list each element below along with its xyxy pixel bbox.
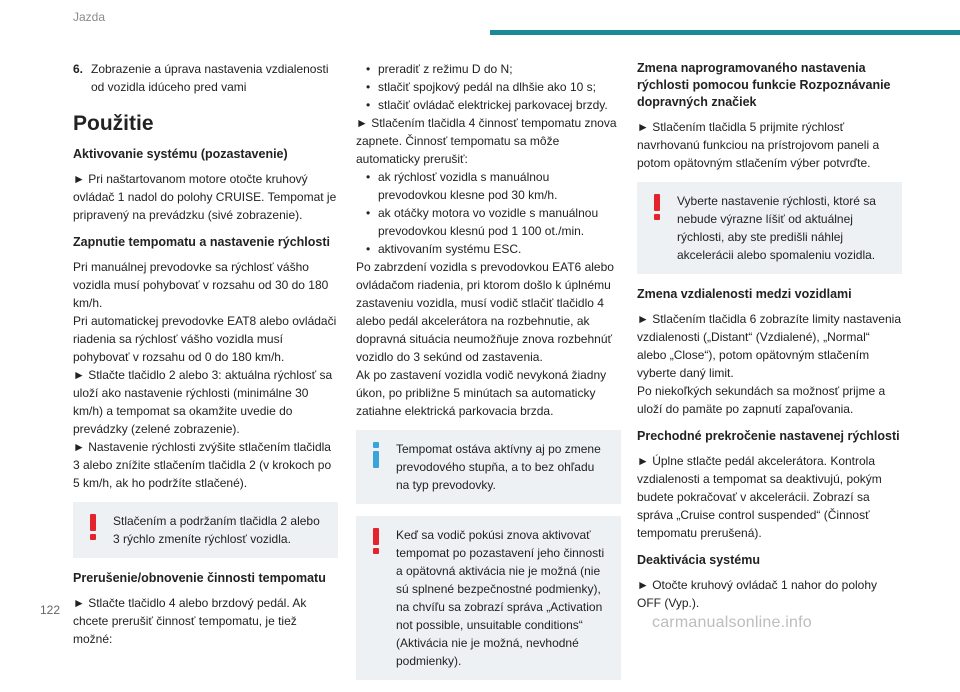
numbered-item-6: [73, 60, 338, 96]
item-text: Zobrazenie a úprava nastavenia vzdialenosti od vozidla idúceho pred vami: [91, 62, 329, 94]
page-number: 122: [40, 603, 61, 617]
info-text: Tempomat ostáva aktívny aj po zmene prevodového stupňa, a to bez ohľadu na typ prevodovky.: [396, 442, 601, 492]
paragraph-manual: Pri manuálnej prevodovke sa rýchlosť vášho vozidla musí pohybovať v rozsahu od 30 do 180 km/h.: [73, 260, 329, 310]
paragraph-deactivate: ► Otočte kruhový ovládač 1 nahor do polohy OFF (Vyp.).: [637, 578, 878, 610]
list-item: • stlačiť spojkový pedál na dlhšie ako 10 s;: [366, 78, 621, 96]
bullet-list-auto-pause: [356, 168, 621, 258]
heading-distance: Zmena vzdialenosti medzi vozidlami: [637, 287, 852, 301]
paragraph-adjust: ► Nastavenie rýchlosti zvýšite stlačením tlačidla 3 alebo znížite stlačením tlačidla 2 (v krokoch po 5 km/h, ak ho podržíte stlačené).: [73, 440, 332, 490]
heading-sign-recognition: Zmena naprogramovaného nastavenia rýchlosti pomocou funkcie Rozpoznávanie dopravných značiek: [637, 61, 891, 109]
warning-icon: [85, 514, 101, 540]
info-icon: [368, 442, 384, 468]
item-number: 6.: [73, 62, 84, 76]
paragraph-override: ► Úplne stlačte pedál akcelerátora. Kontrola vzdialenosti a tempomat sa deaktivujú, pokým budete pokračovať v akcelerácii. Zobrazí sa správa „Cruise control suspended“ (Činnosť tempomatu prerušená).: [637, 454, 882, 540]
bullet-list-pause-methods: [356, 60, 621, 114]
watermark: carmanualsonline.info: [652, 614, 812, 631]
heading-override: Prechodné prekročenie nastavenej rýchlosti: [637, 429, 900, 443]
paragraph-pause: ► Stlačte tlačidlo 4 alebo brzdový pedál. Ak chcete prerušiť činnosť tempomatu, je tiež možné:: [73, 596, 307, 646]
list-item: • preradiť z režimu D do N;: [366, 60, 621, 78]
warning-box: [637, 182, 902, 274]
paragraph-press: ► Stlačte tlačidlo 2 alebo 3: aktuálna rýchlosť sa uloží ako nastavenie rýchlosti (minimálne 30 km/h) a tempomat sa okamžite uvedie do prevádzky (zelené zobrazenie).: [73, 368, 333, 436]
warning-icon: [368, 528, 384, 554]
section-title: Jazda: [73, 10, 106, 24]
column-2: [356, 60, 621, 692]
paragraph-eat6: Po zabrzdení vozidla s prevodovkou EAT6 alebo ovládačom riadenia, pri ktorom došlo k úplnému zastaveniu vozidla, musí vodič stlačiť tlačidlo 4 alebo pedál akcelerátora na rozbehnutie, ak dopravná situácia neumožňuje znova rozbehnúť vozidlo do 3 sekúnd od zastavenia.: [356, 260, 614, 364]
warning-box: [356, 516, 621, 680]
column-1: [73, 60, 338, 655]
paragraph-auto: Pri automatickej prevodovke EAT8 alebo ovládači riadenia sa rýchlosť vášho vozidla musí pohybovať v rozsahu od 0 do 180 km/h.: [73, 314, 337, 364]
list-item: • aktivovaním systému ESC.: [366, 240, 621, 258]
list-item: • stlačiť ovládač elektrickej parkovacej brzdy.: [366, 96, 621, 114]
paragraph-distance: ► Stlačením tlačidla 6 zobrazíte limity nastavenia vzdialenosti („Distant“ (Vzdialené), „Normal“ alebo „Close“), potom opätovným stlačením vyberte daný limit.: [637, 312, 901, 380]
paragraph-distance-memory: Po niekoľkých sekundách sa možnosť prijme a uloží do pamäte po zapnutí zapaľovania.: [637, 384, 886, 416]
warning-text: Keď sa vodič pokúsi znova aktivovať tempomat po pozastavení jeho činnosti a opätovná aktivácia nie je možná (nie sú splnené bezpečnostné podmienky), na chvíľu sa zobrazí správa „Activation not possible, unsuitable conditions“ (Aktivácia nie je možná, nevhodné podmienky).: [396, 528, 605, 668]
info-box: [356, 430, 621, 504]
heading-switch-on: Zapnutie tempomatu a nastavenie rýchlosti: [73, 235, 331, 249]
heading-activate: Aktivovanie systému (pozastavenie): [73, 147, 288, 161]
paragraph-activate: ► Pri naštartovanom motore otočte kruhový ovládač 1 nadol do polohy CRUISE. Tempomat je pripravený na prevádzku (sivé zobrazenie).: [73, 172, 337, 222]
heading-deactivate: Deaktivácia systému: [637, 553, 760, 567]
heading-pause-resume: Prerušenie/obnovenie činnosti tempomatu: [73, 571, 326, 585]
warning-text: Stlačením a podržaním tlačidla 2 alebo 3 rýchlo zmeníte rýchlosť vozidla.: [113, 514, 320, 546]
paragraph-sign: ► Stlačením tlačidla 5 prijmite rýchlosť navrhovanú funkciou na prístrojovom paneli a potom opätovným stlačením výber potvrďte.: [637, 120, 880, 170]
list-item: • ak otáčky motora vo vozidle s manuálnou prevodovkou klesnú pod 1 100 ot./min.: [366, 204, 621, 240]
column-3: [637, 60, 902, 619]
paragraph-resume: ► Stlačením tlačidla 4 činnosť tempomatu znova zapnete. Činnosť tempomatu sa môže automaticky prerušiť:: [356, 116, 617, 166]
list-item: • ak rýchlosť vozidla s manuálnou prevodovkou klesne pod 30 km/h.: [366, 168, 621, 204]
warning-icon: [649, 194, 665, 220]
header-accent-bar: [490, 30, 960, 35]
section-heading-usage: Použitie: [73, 112, 154, 135]
paragraph-stop: Ak po zastavení vozidla vodič nevykoná žiadny úkon, po približne 5 minútach sa automaticky zatiahne elektrická parkovacia brzda.: [356, 368, 607, 418]
warning-box: [73, 502, 338, 558]
warning-text: Vyberte nastavenie rýchlosti, ktoré sa nebude výrazne líšiť od aktuálnej rýchlosti, aby ste predišli náhlej akcelerácii alebo spomaleniu vozidla.: [677, 194, 876, 262]
